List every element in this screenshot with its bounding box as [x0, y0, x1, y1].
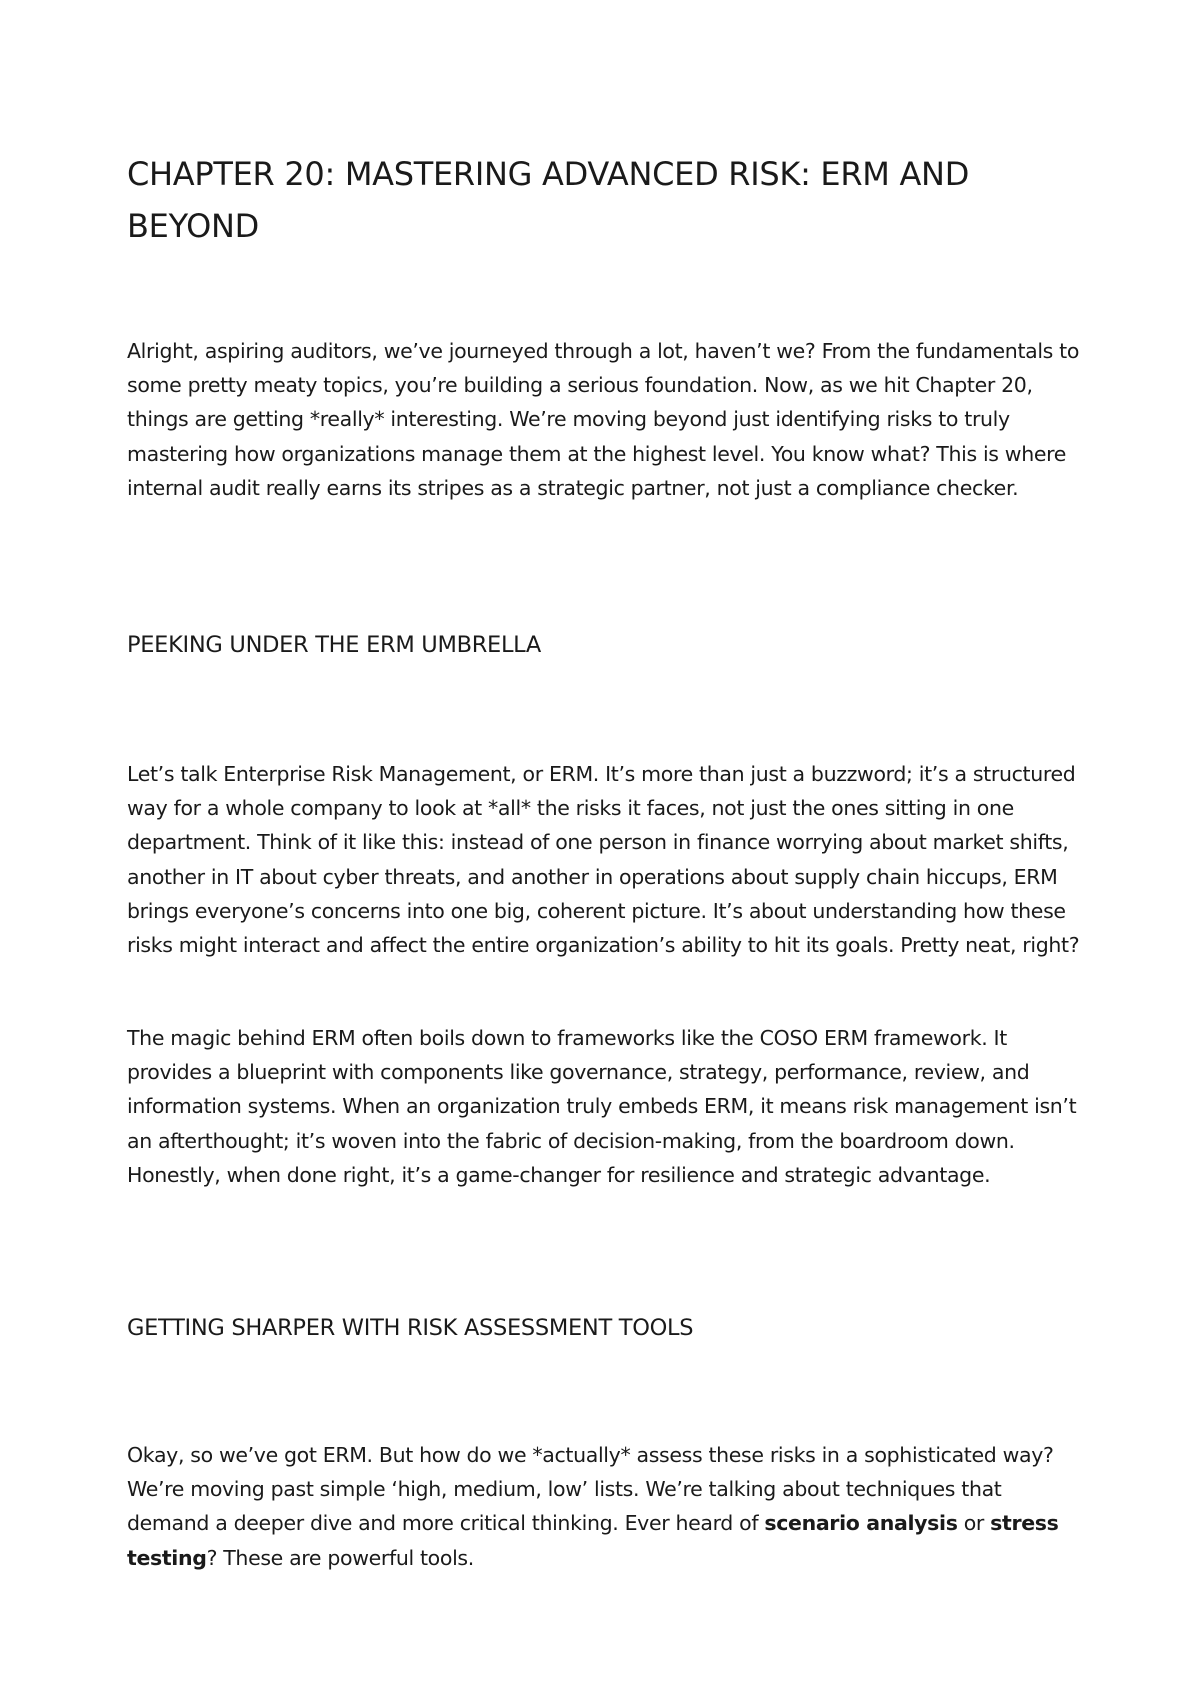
- erm-paragraph-1: Let’s talk Enterprise Risk Management, or ERM. It’s more than just a buzzword; it’s a structured way for a whole company to look at *all* the risks it faces, not just the ones sitting in one department. Think of it like this: instead of one person in finance worrying about market shifts, another in IT about cyber threats, and another in operations about supply chain hiccups, ERM brings everyone’s concerns into one big, coherent picture. It’s about understanding how these risks might interact and affect the entire organization’s ability to hit its goals. Pretty neat, right?: [127, 762, 1080, 958]
- risk-tools-text-1: Okay, so we’ve got ERM. But how do we *actually* assess these risks in a sophisticated way? We’re moving past simple ‘high, medium, low’ lists. We’re talking about techniques that demand a deeper dive and more critical thinking. Ever heard of: [127, 1443, 1054, 1536]
- section-heading-risk-assessment-tools: GETTING SHARPER WITH RISK ASSESSMENT TOOLS: [127, 1315, 694, 1341]
- risk-tools-text-3: ? These are powerful tools.: [206, 1545, 474, 1570]
- risk-tools-paragraph: [127, 1438, 1087, 1575]
- stress-testing-term: stress testing: [127, 1511, 1059, 1570]
- risk-tools-text-2: or: [957, 1511, 991, 1536]
- section-heading-erm-umbrella: PEEKING UNDER THE ERM UMBRELLA: [127, 632, 542, 658]
- intro-paragraph: Alright, aspiring auditors, we’ve journeyed through a lot, haven’t we? From the fundamentals to some pretty meaty topics, you’re building a serious foundation. Now, as we hit Chapter 20, things are getting *really* interesting. We’re moving beyond just identifying risks to truly mastering how organizations manage them at the highest level. You know what? This is where internal audit really earns its stripes as a strategic partner, not just a compliance checker.: [127, 339, 1080, 500]
- chapter-title: CHAPTER 20: MASTERING ADVANCED RISK: ERM AND BEYOND: [127, 155, 970, 245]
- erm-paragraph-2: The magic behind ERM often boils down to frameworks like the COSO ERM framework. It provides a blueprint with components like governance, strategy, performance, review, and information systems. When an organization truly embeds ERM, it means risk management isn’t an afterthought; it’s woven into the fabric of decision-making, from the boardroom down. Honestly, when done right, it’s a game-changer for resilience and strategic advantage.: [127, 1026, 1077, 1187]
- scenario-analysis-term: scenario analysis: [764, 1511, 958, 1536]
